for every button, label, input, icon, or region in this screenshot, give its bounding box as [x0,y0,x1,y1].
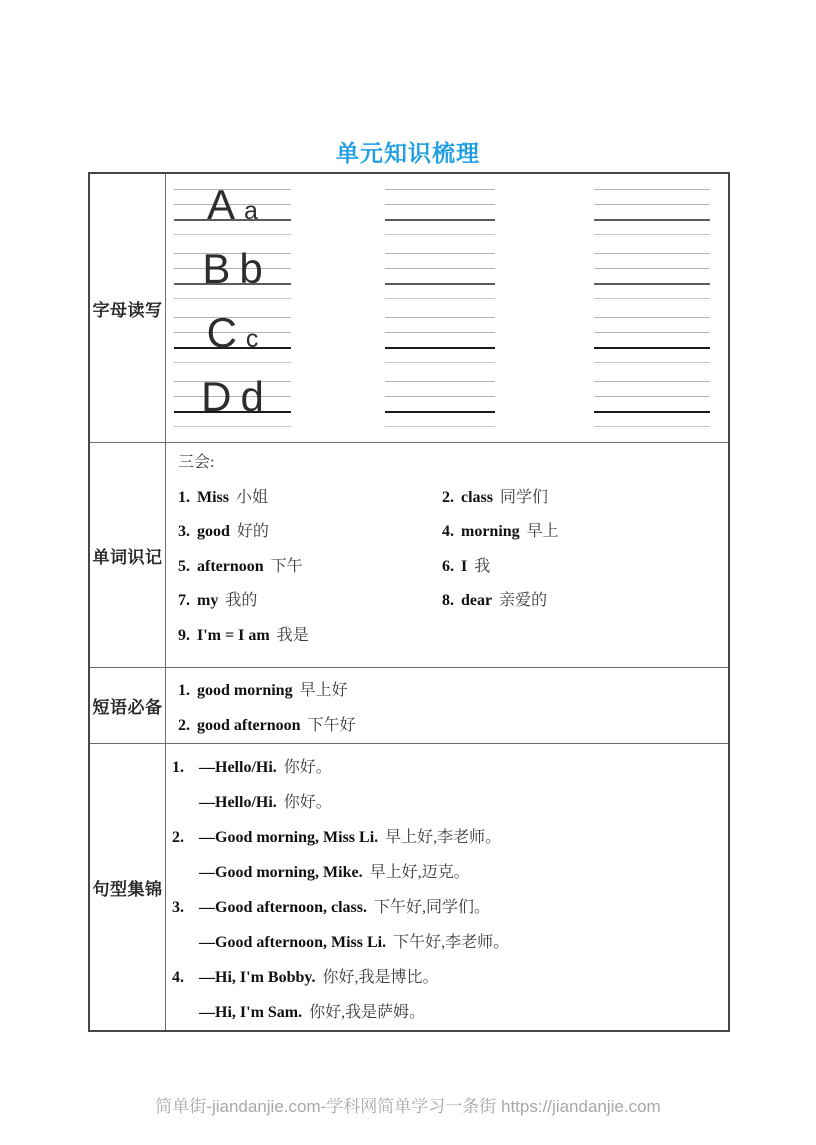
writing-line [594,396,710,397]
writing-line [174,362,291,363]
writing-line [385,189,495,190]
vocab-number: 5. [178,557,190,575]
writing-line [594,317,710,318]
sentence-english: —Hi, I'm Bobby. [199,969,316,986]
letter-pair-Aa [174,181,291,234]
baseline-line [594,219,710,221]
writing-line [174,426,291,427]
sentence-chinese: 早上好,迈克。 [369,864,470,881]
vocab-number: 7. [178,592,190,610]
lowercase-letter: b [239,245,263,292]
sentence-line [172,750,728,785]
row-label-sentences: 句型集锦 [90,744,166,1030]
sentence-number: 3. [172,899,184,916]
writing-line [594,253,710,254]
baseline-line [385,411,495,413]
vocab-number: 9. [178,626,190,644]
sentence-line [172,785,728,820]
writing-line [594,298,710,299]
vocab-number: 3. [178,523,190,541]
sentence-line [172,820,728,855]
uppercase-letter: D [201,373,232,420]
writing-line [385,381,495,382]
sentence-chinese: 下午好,同学们。 [374,899,491,916]
vocab-word: I'm = I am [197,626,270,644]
sentence-chinese: 你好,我是博比。 [322,969,439,986]
vocab-word: dear [461,592,493,610]
sentence-chinese: 你好。 [283,794,332,811]
phrase-section [166,668,728,744]
vocab-meaning: 下午 [270,557,303,575]
handwriting-grid-blank [594,174,710,442]
line-group [174,309,291,362]
vocab-meaning: 小姐 [236,488,269,506]
letter-pair-Cc [174,309,291,362]
sentence-chinese: 早上好,李老师。 [385,829,502,846]
line-group [385,253,495,298]
writing-line [385,317,495,318]
page-title: 单元知识梳理 [336,140,480,166]
sentence-english: —Good afternoon, Miss Li. [199,934,387,951]
line-group [594,253,710,298]
sentence-line [172,925,728,960]
vocab-word: good [197,523,230,541]
sentence-english: —Hello/Hi. [199,759,277,776]
lowercase-letter: d [240,373,264,420]
sentence-english: —Good afternoon, class. [199,899,367,916]
line-group [385,317,495,362]
vocab-line [178,584,728,619]
writing-line [385,253,495,254]
baseline-line [594,283,710,285]
vocab-meaning: 好的 [236,523,269,541]
sentence-english: —Good morning, Miss Li. [199,829,379,846]
writing-line [594,189,710,190]
vocab-number: 4. [442,523,454,541]
sentence-english: —Hello/Hi. [199,794,277,811]
writing-line [385,268,495,269]
lowercase-letter: a [244,197,258,225]
handwriting-grid-letters [174,174,291,442]
row-label-phrases: 短语必备 [90,668,166,744]
vocab-word: morning [461,523,520,541]
knowledge-table [88,172,730,1032]
sentence-chinese: 你好,我是萨姆。 [309,1004,426,1021]
vocab-word: class [461,488,493,506]
line-group [174,373,291,426]
line-group [594,317,710,362]
vocab-word: my [197,592,219,610]
phrase-chinese: 早上好 [299,682,348,699]
vocab-meaning: 我的 [225,592,258,610]
sentence-number: 2. [172,829,184,846]
vocab-meaning: 亲爱的 [499,592,548,610]
sentence-line [172,890,728,925]
baseline-line [385,283,495,285]
sentence-english: —Good morning, Mike. [199,864,363,881]
baseline-line [594,411,710,413]
writing-line [385,204,495,205]
vocab-line [178,619,728,654]
sentence-chinese: 你好。 [283,759,332,776]
handwriting-grid-blank [385,174,495,442]
phrase-line [178,708,728,743]
line-group [174,181,291,234]
baseline-line [385,347,495,349]
row-label-words: 单词识记 [90,443,166,668]
vocab-meaning: 早上 [526,523,559,541]
writing-line [594,268,710,269]
vocab-section [166,443,728,668]
vocab-meaning: 我是 [276,626,309,644]
uppercase-letter: C [206,309,237,356]
sentence-english: —Hi, I'm Sam. [199,1004,303,1021]
vocab-number: 1. [178,488,190,506]
writing-line [385,396,495,397]
line-group [385,381,495,426]
writing-line [385,298,495,299]
writing-line [594,332,710,333]
writing-line [594,381,710,382]
vocab-line [178,481,728,516]
footer-watermark: 简单街-jiandanjie.com-学科网简单学习一条街 https://jiandanjie.com [155,1097,661,1116]
vocab-number: 2. [442,488,454,506]
phrase-number: 1. [178,682,190,699]
writing-line [594,362,710,363]
line-group [594,189,710,234]
writing-line [594,426,710,427]
letter-pair-Bb [174,245,291,298]
writing-line [174,234,291,235]
writing-line [385,362,495,363]
writing-line [174,298,291,299]
sentence-line [172,855,728,890]
vocab-intro: 三会: [178,454,215,471]
sentence-number: 1. [172,759,184,776]
writing-line [385,234,495,235]
writing-line [385,426,495,427]
vocab-word: Miss [197,488,229,506]
sentence-section [166,744,728,1030]
baseline-line [594,347,710,349]
uppercase-letter: B [202,245,231,292]
row-label-letters: 字母读写 [90,174,166,443]
baseline-line [385,219,495,221]
phrase-number: 2. [178,717,190,734]
writing-line [594,204,710,205]
sentence-chinese: 下午好,李老师。 [393,934,510,951]
letter-pair-Dd [174,373,291,426]
line-group [174,245,291,298]
lowercase-letter: c [245,325,259,353]
vocab-meaning: 我 [474,557,491,575]
line-group [385,189,495,234]
vocab-number: 6. [442,557,454,575]
phrase-english: good afternoon [197,717,301,734]
vocab-number: 8. [442,592,454,610]
phrase-english: good morning [197,682,293,699]
vocab-word: afternoon [197,557,264,575]
sentence-number: 4. [172,969,184,986]
phrase-chinese: 下午好 [307,717,356,734]
line-group [594,381,710,426]
vocab-meaning: 同学们 [500,488,549,506]
writing-line [385,332,495,333]
sentence-line [172,995,728,1030]
vocab-word: I [461,557,468,575]
vocab-line [178,515,728,550]
vocab-line [178,550,728,585]
uppercase-letter: A [207,181,236,228]
writing-line [594,234,710,235]
sentence-line [172,960,728,995]
phrase-line [178,673,728,708]
letters-practice-area [166,174,728,443]
